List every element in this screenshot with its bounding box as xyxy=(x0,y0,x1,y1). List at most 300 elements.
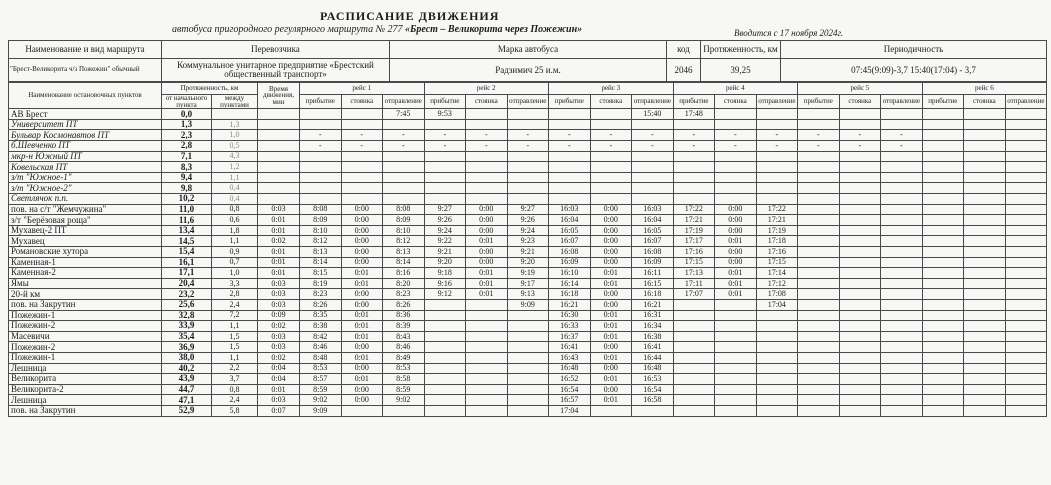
table-row xyxy=(9,130,1047,141)
trip-1-departure: 8:58 xyxy=(383,374,425,385)
stop-name: Пожежин-1 xyxy=(9,352,162,363)
trip-5-arrival xyxy=(798,395,840,406)
trip-header-5: рейс 5 xyxy=(798,83,923,95)
trip-3-arrival xyxy=(549,109,591,120)
trip-5-stop-duration xyxy=(839,247,881,258)
trip-6-arrival xyxy=(922,172,964,183)
trip-3-stop-duration: 0:01 xyxy=(590,310,632,321)
trip-1-arrival: 8:48 xyxy=(300,352,342,363)
trip-5-stop-duration xyxy=(839,236,881,247)
trip-1-departure xyxy=(383,405,425,416)
trip-3-arrival: 16:09 xyxy=(549,257,591,268)
trip-2-stop-duration xyxy=(466,352,508,363)
trip-5-departure xyxy=(881,310,923,321)
trip-6-stop-duration xyxy=(964,405,1006,416)
trip-2-departure xyxy=(507,352,549,363)
trip-1-stop-duration xyxy=(341,119,383,130)
km-between: 0,6 xyxy=(212,215,258,226)
trip-4-arrival xyxy=(673,151,715,162)
trip-2-departure xyxy=(507,384,549,395)
trip-3-arrival: 16:21 xyxy=(549,299,591,310)
trip-1-stop-duration: 0:01 xyxy=(341,268,383,279)
table-row xyxy=(9,278,1047,289)
trip-4-departure xyxy=(756,363,798,374)
trip-6-stop-duration xyxy=(964,257,1006,268)
stop-name: Каменная-2 xyxy=(9,268,162,279)
trip-6-stop-duration xyxy=(964,342,1006,353)
trip-5-stop-duration xyxy=(839,119,881,130)
trip-1-departure: 8:49 xyxy=(383,352,425,363)
trip-3-departure: 16:38 xyxy=(632,331,674,342)
table-row xyxy=(9,109,1047,120)
trip-4-departure xyxy=(756,374,798,385)
stop-name: Ковельская ПТ xyxy=(9,162,162,173)
trip-3-stop-duration: 0:00 xyxy=(590,299,632,310)
trip-4-departure xyxy=(756,395,798,406)
trip-5-departure xyxy=(881,236,923,247)
trip-4-departure: 17:16 xyxy=(756,247,798,258)
trip-3-stop-duration: 0:00 xyxy=(590,257,632,268)
trip-4-stop-duration xyxy=(715,183,757,194)
trip-6-stop-duration xyxy=(964,395,1006,406)
trip-4-arrival: 17:07 xyxy=(673,289,715,300)
trip-4-stop-duration xyxy=(715,384,757,395)
trip-6-arrival xyxy=(922,268,964,279)
trip-4-stop-duration: 0:00 xyxy=(715,257,757,268)
trip-1-departure: 8:16 xyxy=(383,268,425,279)
km-between: 0,4 xyxy=(212,183,258,194)
trip-2-stop-duration: 0:01 xyxy=(466,236,508,247)
trip-5-departure: - xyxy=(881,141,923,152)
trip-3-departure xyxy=(632,162,674,173)
trip-1-stop-duration xyxy=(341,109,383,120)
trip-4-departure xyxy=(756,151,798,162)
trip-2-departure xyxy=(507,119,549,130)
trip-2-stop-duration xyxy=(466,172,508,183)
trip-2-departure: - xyxy=(507,141,549,152)
travel-time xyxy=(258,183,300,194)
stop-name: Каменная-1 xyxy=(9,257,162,268)
trip-5-arrival xyxy=(798,225,840,236)
trip-1-arrival: 8:53 xyxy=(300,363,342,374)
sub-header-arrival: прибытие xyxy=(300,95,342,109)
travel-time xyxy=(258,172,300,183)
trip-5-arrival xyxy=(798,183,840,194)
trip-6-stop-duration xyxy=(964,331,1006,342)
trip-4-stop-duration: 0:01 xyxy=(715,236,757,247)
trip-1-arrival: 8:35 xyxy=(300,310,342,321)
trip-4-arrival: 17:15 xyxy=(673,257,715,268)
trip-2-departure xyxy=(507,321,549,332)
sub-header-arrival: прибытие xyxy=(424,95,466,109)
trip-3-arrival: 16:07 xyxy=(549,236,591,247)
trip-4-arrival xyxy=(673,310,715,321)
km-from-start: 9,4 xyxy=(162,172,212,183)
trip-2-arrival xyxy=(424,363,466,374)
trip-3-stop-duration: 0:01 xyxy=(590,395,632,406)
trip-5-stop-duration xyxy=(839,257,881,268)
trip-5-arrival xyxy=(798,352,840,363)
trip-5-arrival xyxy=(798,162,840,173)
trip-5-departure xyxy=(881,395,923,406)
trip-4-stop-duration xyxy=(715,331,757,342)
trip-1-stop-duration: 0:01 xyxy=(341,310,383,321)
trip-1-arrival: 8:57 xyxy=(300,374,342,385)
trip-2-departure xyxy=(507,151,549,162)
document-title: РАСПИСАНИЕ ДВИЖЕНИЯ xyxy=(320,9,500,23)
trip-4-stop-duration: 0:00 xyxy=(715,204,757,215)
trip-3-stop-duration: 0:01 xyxy=(590,331,632,342)
trip-1-stop-duration: 0:00 xyxy=(341,225,383,236)
trip-4-departure: 17:18 xyxy=(756,236,798,247)
trip-2-stop-duration: 0:01 xyxy=(466,289,508,300)
trip-6-departure xyxy=(1005,289,1047,300)
travel-time: 0:02 xyxy=(258,321,300,332)
sub-header-stop: стоянка xyxy=(466,95,508,109)
trip-header-3: рейс 3 xyxy=(549,83,674,95)
trip-6-stop-duration xyxy=(964,310,1006,321)
trip-2-departure: 9:21 xyxy=(507,247,549,258)
trip-1-arrival: 8:15 xyxy=(300,268,342,279)
travel-time: 0:01 xyxy=(258,215,300,226)
km-from-start: 9,8 xyxy=(162,183,212,194)
trip-4-departure xyxy=(756,321,798,332)
trip-4-departure: 17:21 xyxy=(756,215,798,226)
trip-1-departure: 9:02 xyxy=(383,395,425,406)
trip-2-departure xyxy=(507,374,549,385)
trip-6-stop-duration xyxy=(964,109,1006,120)
trip-2-departure: 9:13 xyxy=(507,289,549,300)
km-between: 0,9 xyxy=(212,247,258,258)
stop-name: з/т "Южное-2" xyxy=(9,183,162,194)
trip-1-stop-duration: 0:00 xyxy=(341,342,383,353)
stop-name: 20-й км xyxy=(9,289,162,300)
table-row xyxy=(9,172,1047,183)
travel-time: 0:01 xyxy=(258,257,300,268)
trip-6-arrival xyxy=(922,257,964,268)
travel-time: 0:01 xyxy=(258,225,300,236)
km-from-start: 15,4 xyxy=(162,247,212,258)
trip-5-arrival xyxy=(798,172,840,183)
trip-6-stop-duration xyxy=(964,289,1006,300)
trip-6-departure xyxy=(1005,183,1047,194)
trip-3-stop-duration xyxy=(590,183,632,194)
trip-5-stop-duration xyxy=(839,172,881,183)
table-row xyxy=(9,119,1047,130)
trip-4-departure xyxy=(756,384,798,395)
trip-1-departure: 8:43 xyxy=(383,331,425,342)
trip-6-departure xyxy=(1005,151,1047,162)
sub-header-stop: стоянка xyxy=(590,95,632,109)
col-header-between: между пунктами xyxy=(212,95,258,109)
sub-header-departure: отправление xyxy=(881,95,923,109)
trip-5-departure xyxy=(881,374,923,385)
trip-5-departure xyxy=(881,289,923,300)
trip-3-stop-duration: 0:00 xyxy=(590,204,632,215)
trip-6-departure xyxy=(1005,405,1047,416)
trip-4-arrival xyxy=(673,352,715,363)
trip-6-arrival xyxy=(922,299,964,310)
km-between: 1,1 xyxy=(212,172,258,183)
trip-4-stop-duration: 0:01 xyxy=(715,289,757,300)
trip-5-arrival xyxy=(798,289,840,300)
trip-1-arrival: 8:14 xyxy=(300,257,342,268)
trip-header-1: рейс 1 xyxy=(300,83,425,95)
trip-6-stop-duration xyxy=(964,352,1006,363)
trip-5-stop-duration xyxy=(839,299,881,310)
trip-5-arrival xyxy=(798,109,840,120)
trip-1-departure xyxy=(383,151,425,162)
col-header-time: Время движения, мин xyxy=(258,83,300,109)
trip-3-stop-duration: 0:00 xyxy=(590,236,632,247)
trip-3-stop-duration: 0:00 xyxy=(590,225,632,236)
trip-4-stop-duration: 0:01 xyxy=(715,268,757,279)
stop-name: Пожежин-2 xyxy=(9,321,162,332)
km-between: 1,0 xyxy=(212,268,258,279)
trip-5-stop-duration xyxy=(839,215,881,226)
trip-5-stop-duration xyxy=(839,310,881,321)
trip-6-stop-duration xyxy=(964,130,1006,141)
trip-2-stop-duration xyxy=(466,395,508,406)
trip-4-stop-duration xyxy=(715,151,757,162)
km-between: 1,2 xyxy=(212,162,258,173)
trip-4-stop-duration xyxy=(715,363,757,374)
stop-name: пов. на Закрутин xyxy=(9,299,162,310)
trip-4-departure xyxy=(756,109,798,120)
table-row xyxy=(9,352,1047,363)
stop-name: Бульвар Космонавтов ПТ xyxy=(9,130,162,141)
trip-5-stop-duration xyxy=(839,384,881,395)
trip-2-departure: 9:17 xyxy=(507,278,549,289)
trip-1-departure: 8:26 xyxy=(383,299,425,310)
trip-3-arrival: 16:41 xyxy=(549,342,591,353)
stop-name: пов. на Закрутин xyxy=(9,405,162,416)
trip-4-arrival: 17:13 xyxy=(673,268,715,279)
trip-1-stop-duration xyxy=(341,162,383,173)
trip-3-arrival: 16:57 xyxy=(549,395,591,406)
trip-3-departure: 16:18 xyxy=(632,289,674,300)
trip-4-arrival xyxy=(673,363,715,374)
trip-1-departure: 8:59 xyxy=(383,384,425,395)
travel-time: 0:02 xyxy=(258,236,300,247)
travel-time: 0:03 xyxy=(258,299,300,310)
sub-header-arrival: прибытие xyxy=(922,95,964,109)
trip-3-arrival xyxy=(549,162,591,173)
trip-6-stop-duration xyxy=(964,172,1006,183)
sub-header-arrival: прибытие xyxy=(673,95,715,109)
trip-6-arrival xyxy=(922,342,964,353)
trip-6-departure xyxy=(1005,119,1047,130)
trip-4-departure xyxy=(756,342,798,353)
trip-2-arrival: 9:21 xyxy=(424,247,466,258)
trip-1-arrival: 8:12 xyxy=(300,236,342,247)
trip-3-departure: 16:08 xyxy=(632,247,674,258)
trip-5-arrival xyxy=(798,363,840,374)
trip-4-arrival xyxy=(673,374,715,385)
sub-header-departure: отправление xyxy=(1005,95,1047,109)
trip-4-stop-duration xyxy=(715,405,757,416)
trip-3-departure: 16:53 xyxy=(632,374,674,385)
stop-name: Лешница xyxy=(9,363,162,374)
trip-6-departure xyxy=(1005,331,1047,342)
travel-time: 0:01 xyxy=(258,247,300,258)
trip-3-departure: 16:34 xyxy=(632,321,674,332)
trip-6-stop-duration xyxy=(964,204,1006,215)
km-from-start: 7,1 xyxy=(162,151,212,162)
trip-1-departure: 7:45 xyxy=(383,109,425,120)
trip-3-departure: 16:07 xyxy=(632,236,674,247)
trip-6-stop-duration xyxy=(964,119,1006,130)
trip-3-arrival: 16:03 xyxy=(549,204,591,215)
trip-6-stop-duration xyxy=(964,141,1006,152)
km-from-start: 11,6 xyxy=(162,215,212,226)
trip-3-departure: 16:44 xyxy=(632,352,674,363)
trip-3-departure xyxy=(632,194,674,205)
trip-4-stop-duration: 0:00 xyxy=(715,215,757,226)
trip-6-arrival xyxy=(922,374,964,385)
trip-4-arrival: 17:11 xyxy=(673,278,715,289)
trip-4-arrival xyxy=(673,119,715,130)
table-row xyxy=(9,310,1047,321)
trip-5-stop-duration xyxy=(839,162,881,173)
trip-3-arrival xyxy=(549,183,591,194)
trip-1-stop-duration: 0:00 xyxy=(341,215,383,226)
trip-6-stop-duration xyxy=(964,374,1006,385)
trip-2-arrival xyxy=(424,384,466,395)
trip-1-stop-duration: 0:01 xyxy=(341,321,383,332)
trip-3-arrival: 16:54 xyxy=(549,384,591,395)
trip-4-stop-duration: - xyxy=(715,130,757,141)
trip-5-departure xyxy=(881,331,923,342)
trip-6-arrival xyxy=(922,141,964,152)
stop-name: з/т "Берёзовая роща" xyxy=(9,215,162,226)
subtitle-prefix: автобуса пригородного регулярного маршрута № 277 xyxy=(172,24,403,35)
trip-6-arrival xyxy=(922,395,964,406)
trip-2-departure xyxy=(507,331,549,342)
trip-6-departure xyxy=(1005,278,1047,289)
trip-6-arrival xyxy=(922,236,964,247)
table-row xyxy=(9,299,1047,310)
km-from-start: 43,9 xyxy=(162,374,212,385)
info-header-route: Наименование и вид маршрута xyxy=(9,41,162,59)
trip-1-arrival: 9:02 xyxy=(300,395,342,406)
trip-6-arrival xyxy=(922,278,964,289)
trip-2-departure: 9:26 xyxy=(507,215,549,226)
trip-5-arrival: - xyxy=(798,130,840,141)
trip-1-departure: 8:14 xyxy=(383,257,425,268)
trip-5-stop-duration xyxy=(839,183,881,194)
trip-2-departure xyxy=(507,405,549,416)
trip-2-stop-duration xyxy=(466,342,508,353)
trip-3-departure: - xyxy=(632,141,674,152)
km-from-start: 47,1 xyxy=(162,395,212,406)
stop-name: Светлячок п.п. xyxy=(9,194,162,205)
trip-5-arrival xyxy=(798,236,840,247)
trip-4-departure xyxy=(756,310,798,321)
trip-1-departure: 8:12 xyxy=(383,236,425,247)
trip-6-departure xyxy=(1005,225,1047,236)
trip-2-stop-duration xyxy=(466,109,508,120)
sub-header-arrival: прибытие xyxy=(549,95,591,109)
trip-2-arrival: 9:12 xyxy=(424,289,466,300)
km-from-start: 52,9 xyxy=(162,405,212,416)
trip-1-departure xyxy=(383,119,425,130)
trip-5-departure xyxy=(881,384,923,395)
sub-header-departure: отправление xyxy=(756,95,798,109)
trip-4-arrival: 17:22 xyxy=(673,204,715,215)
trip-1-stop-duration: 0:00 xyxy=(341,363,383,374)
trip-1-stop-duration xyxy=(341,183,383,194)
trip-header-6: рейс 6 xyxy=(922,83,1047,95)
trip-2-departure: 9:20 xyxy=(507,257,549,268)
trip-4-departure: 17:14 xyxy=(756,268,798,279)
trip-6-departure xyxy=(1005,172,1047,183)
trip-6-stop-duration xyxy=(964,321,1006,332)
stop-name: Мухавец-2 ПТ xyxy=(9,225,162,236)
trip-1-arrival: 8:23 xyxy=(300,289,342,300)
km-between: 0,4 xyxy=(212,194,258,205)
trip-3-stop-duration: 0:00 xyxy=(590,384,632,395)
travel-time: 0:03 xyxy=(258,289,300,300)
trip-6-stop-duration xyxy=(964,225,1006,236)
trip-1-arrival: 9:09 xyxy=(300,405,342,416)
trip-3-stop-duration xyxy=(590,405,632,416)
travel-time: 0:01 xyxy=(258,268,300,279)
trip-6-stop-duration xyxy=(964,247,1006,258)
trip-5-departure xyxy=(881,352,923,363)
trip-2-departure xyxy=(507,109,549,120)
stop-name: Университет ПТ xyxy=(9,119,162,130)
trip-6-departure xyxy=(1005,342,1047,353)
trip-6-departure xyxy=(1005,268,1047,279)
trip-1-departure xyxy=(383,172,425,183)
table-row xyxy=(9,268,1047,279)
trip-3-stop-duration: 0:00 xyxy=(590,289,632,300)
trip-1-stop-duration: 0:00 xyxy=(341,384,383,395)
trip-4-departure xyxy=(756,352,798,363)
trip-5-departure: - xyxy=(881,130,923,141)
trip-1-stop-duration: 0:00 xyxy=(341,236,383,247)
trip-1-stop-duration xyxy=(341,405,383,416)
trip-4-departure xyxy=(756,172,798,183)
trip-1-arrival: 8:46 xyxy=(300,342,342,353)
trip-4-stop-duration xyxy=(715,109,757,120)
trip-1-arrival: 8:10 xyxy=(300,225,342,236)
trip-6-departure xyxy=(1005,204,1047,215)
timetable xyxy=(8,82,1047,417)
km-from-start: 35,4 xyxy=(162,331,212,342)
trip-2-departure: 9:23 xyxy=(507,236,549,247)
trip-5-arrival xyxy=(798,278,840,289)
km-between: 1,8 xyxy=(212,225,258,236)
km-from-start: 40,2 xyxy=(162,363,212,374)
trip-4-arrival xyxy=(673,299,715,310)
trip-4-departure xyxy=(756,331,798,342)
trip-2-departure xyxy=(507,395,549,406)
trip-4-stop-duration: 0:00 xyxy=(715,247,757,258)
trip-4-stop-duration xyxy=(715,194,757,205)
trip-4-arrival xyxy=(673,405,715,416)
km-between: 1,1 xyxy=(212,352,258,363)
trip-3-stop-duration: 0:01 xyxy=(590,278,632,289)
trip-6-departure xyxy=(1005,384,1047,395)
stop-name: Лешница xyxy=(9,395,162,406)
trip-2-arrival: 9:53 xyxy=(424,109,466,120)
trip-4-arrival: 17:16 xyxy=(673,247,715,258)
info-header-periodicity: Периодичность xyxy=(781,41,1047,59)
trip-6-departure xyxy=(1005,109,1047,120)
trip-2-departure xyxy=(507,194,549,205)
